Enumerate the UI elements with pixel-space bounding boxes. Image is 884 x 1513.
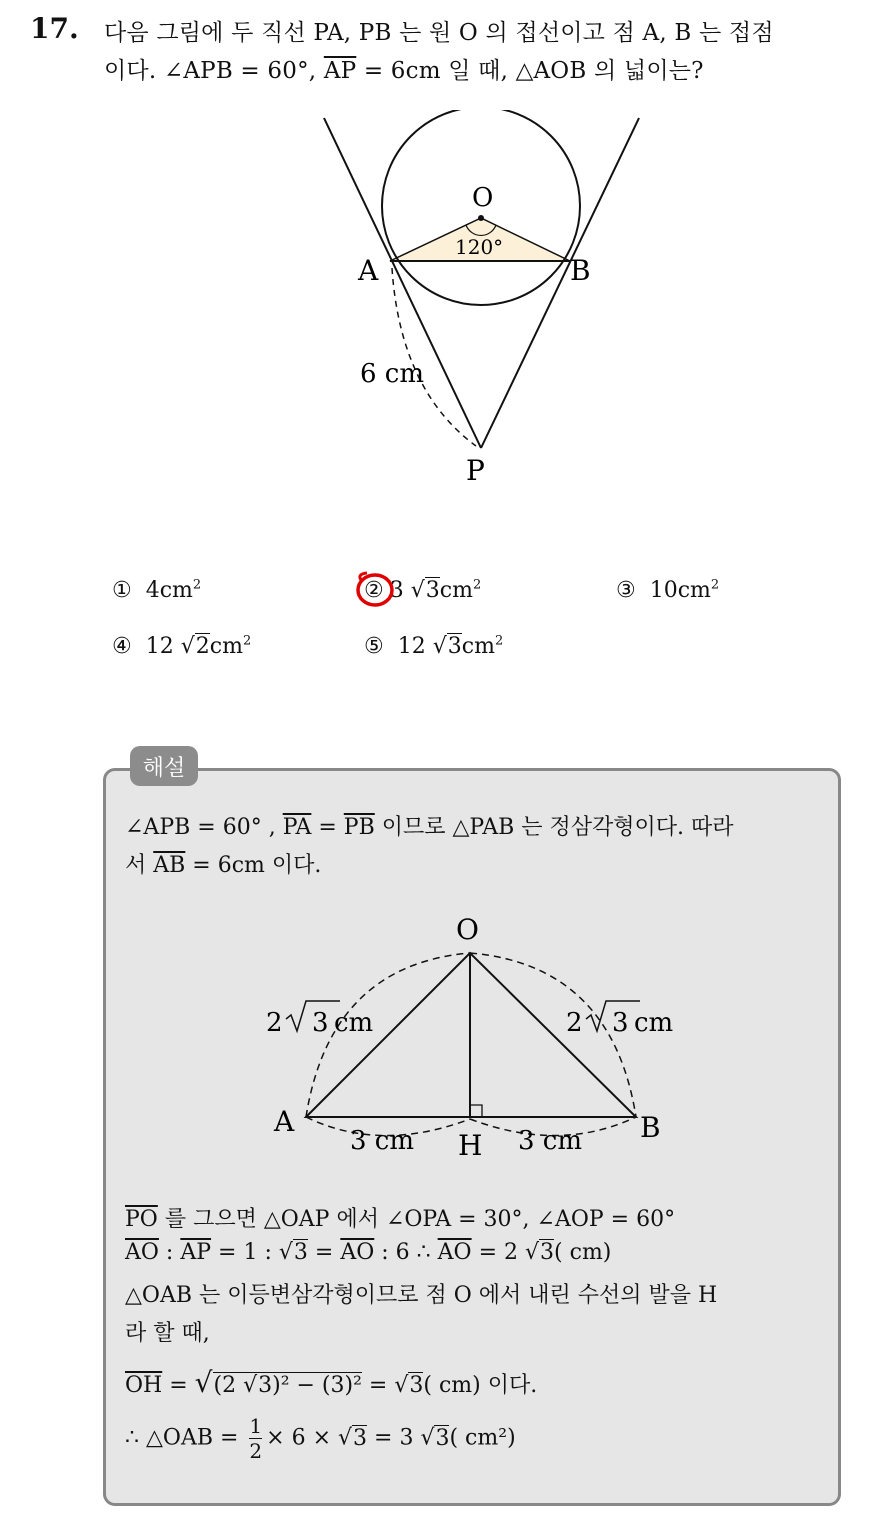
label-o: O bbox=[456, 913, 479, 946]
right-angle-mark bbox=[470, 1105, 482, 1117]
question-number: 17. bbox=[30, 12, 79, 45]
label-o: O bbox=[472, 183, 494, 213]
choice-3[interactable]: ③ $10cm^2$ bbox=[616, 577, 720, 603]
tangent-line-pb bbox=[481, 118, 639, 448]
label-p: P bbox=[466, 454, 485, 487]
selected-answer-mark bbox=[353, 570, 397, 614]
solution-line-4: $\overline{AO}$ : $\overline{AP} = 1$ : $√3 = \overline{AO}$ : 6 ∴ $\overline{AO} = 2$ √3( cm) bbox=[125, 1240, 612, 1265]
label-b: B bbox=[640, 1111, 661, 1144]
question-text-line1: 다음 그림에 두 직선 PA, PB 는 원 O 의 접선이고 점 A, B 는 접점 bbox=[104, 20, 774, 46]
side-ob-rad: 3 bbox=[612, 1008, 629, 1038]
choice-4[interactable]: ④ 12 $√2cm^2$ bbox=[112, 633, 252, 659]
side-ob-unit: cm bbox=[634, 1008, 674, 1038]
choice-1[interactable]: ① $4cm^2$ bbox=[112, 577, 202, 603]
side-ao-coef: 2 bbox=[266, 1008, 283, 1038]
label-b: B bbox=[570, 254, 591, 287]
angle-label: 120° bbox=[455, 235, 504, 259]
solution-line-3: $\overline{PO}$ 를 그으면 △OAP 에서 ∠OPA = 30°, ∠AOP = 60° bbox=[125, 1207, 676, 1232]
solution-line-5: △OAB 는 이등변삼각형이므로 점 O 에서 내린 수선의 발을 H bbox=[125, 1283, 718, 1308]
solution-line-6: 라 할 때, bbox=[125, 1321, 210, 1346]
solution-line-1: ∠APB = 60° , $\overline{PA} = \overline{PB}$ 이므로 △PAB 는 정삼각형이다. 따라 bbox=[125, 815, 734, 840]
label-a: A bbox=[358, 254, 379, 287]
solution-line-2: 서 $\overline{AB} = 6cm$ 이다. bbox=[125, 853, 322, 878]
tangent-circle-figure bbox=[300, 110, 660, 500]
side-ao-unit: cm bbox=[334, 1008, 374, 1038]
solution-line-7: $\overline{OH} = √(2$ √3)² − (3)² = √3( cm) 이다. bbox=[125, 1366, 538, 1399]
length-arc bbox=[392, 268, 476, 446]
label-h: H bbox=[458, 1129, 483, 1162]
side-ob-coef: 2 bbox=[566, 1008, 583, 1038]
side-ao-rad: 3 bbox=[312, 1008, 329, 1038]
fraction-one-half: $\frac{1}{2}$ bbox=[249, 1414, 263, 1463]
choice-5[interactable]: ⑤ 12 $√3cm^2$ bbox=[364, 633, 504, 659]
choice-2[interactable]: ② 3 $√3cm^2$ bbox=[364, 577, 482, 603]
question-text-line2: 이다. ∠APB = 60°, $\overline{AP} = 6cm$ 일 때, △AOB 의 넓이는? bbox=[104, 58, 704, 84]
tangent-line-pa bbox=[324, 118, 481, 448]
isosceles-triangle-figure bbox=[260, 905, 700, 1165]
segment-ah-length: 3 cm bbox=[350, 1126, 415, 1156]
segment-hb-length: 3 cm bbox=[518, 1126, 583, 1156]
label-a: A bbox=[274, 1105, 295, 1138]
solution-tag: 해설 bbox=[130, 746, 198, 786]
solution-line-8: ∴ △OAB = $\frac{1}{2}$ × 6 × √3 = 3 √3( cm²) bbox=[125, 1414, 516, 1463]
center-point bbox=[478, 215, 484, 221]
length-label: 6 cm bbox=[360, 359, 425, 389]
